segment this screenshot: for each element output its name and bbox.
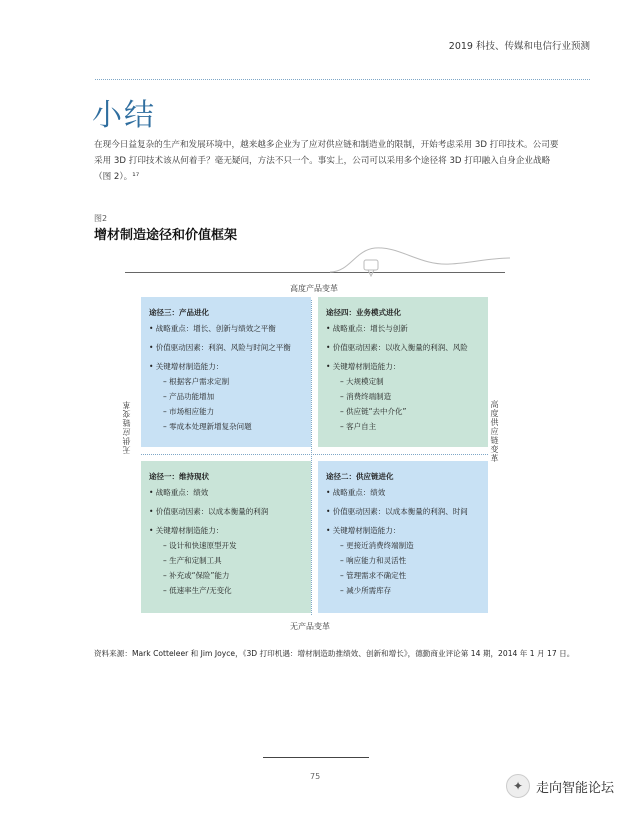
- quadrant-business-model-evolution: [318, 297, 488, 447]
- strategic-focus: • 战略重点：增长、创新与绩效之平衡: [149, 324, 276, 333]
- capability-label: • 关键增材制造能力：: [326, 526, 401, 535]
- capability-item: – 零成本处理新增复杂问题: [163, 422, 252, 431]
- capability-item: – 根据客户需求定制: [163, 377, 230, 386]
- capability-item: – 消费终端制造: [340, 392, 392, 401]
- axis-bottom-label: 无产品变革: [290, 622, 330, 631]
- capability-item: – 响应能力和灵活性: [340, 556, 407, 565]
- report-header-title: 2019 科技、传媒和电信行业预测: [448, 41, 590, 52]
- value-driver: • 价值驱动因素：以收入衡量的利润、风险: [326, 343, 468, 352]
- capability-item: – 产品功能增加: [163, 392, 215, 401]
- capability-item: – 供应链“去中介化”: [340, 407, 407, 416]
- decorative-curve-icon: [330, 236, 510, 286]
- capability-item: – 客户自主: [340, 422, 377, 431]
- figure-title: 增材制造途径和价值框架: [94, 228, 238, 243]
- footer-rule: [263, 757, 369, 758]
- capability-label: • 关键增材制造能力：: [149, 526, 224, 535]
- quadrant-horizontal-divider: [141, 454, 488, 455]
- capability-item: – 补充或“保险”能力: [163, 571, 230, 580]
- quadrant-supply-chain-evolution: [318, 461, 488, 613]
- header-divider: [95, 79, 590, 80]
- intro-paragraph: 在现今日益复杂的生产和发展环境中，越来越多企业为了应对供应链和制造业的限制，开始考虑采用 3D 打印技术。公司要采用 3D 打印技术该从何着手？毫无疑问，方法不只一个。事实上，公司可以采用多个途径将 3D 打印融入自身企业战略（图 2）。¹⁷: [94, 140, 559, 182]
- watermark: [506, 774, 614, 798]
- capability-item: – 减少所需库存: [340, 586, 392, 595]
- capability-label: • 关键增材制造能力：: [326, 362, 401, 371]
- value-driver: • 价值驱动因素：利润、风险与时间之平衡: [149, 343, 291, 352]
- axis-left-label: 无供应链变革: [122, 400, 131, 454]
- capability-item: – 管理需求不确定性: [340, 571, 407, 580]
- watermark-text: 走向智能论坛: [535, 780, 614, 796]
- axis-top-label: 高度产品变革: [290, 284, 338, 293]
- capability-item: – 低速率生产/无变化: [163, 586, 232, 595]
- capability-label: • 关键增材制造能力：: [149, 362, 224, 371]
- strategic-focus: • 战略重点：增长与创新: [326, 324, 408, 333]
- page-number: 75: [310, 772, 321, 781]
- wechat-icon: ✦: [506, 774, 530, 798]
- capability-item: – 生产和定制工具: [163, 556, 222, 565]
- quadrant-title: 途径一：维持现状: [149, 472, 209, 481]
- quadrant-vertical-divider: [311, 300, 312, 615]
- strategic-focus: • 战略重点：绩效: [149, 488, 209, 497]
- quadrant-title: 途径二：供应链进化: [326, 472, 394, 481]
- quadrant-product-evolution: [141, 297, 311, 447]
- value-driver: • 价值驱动因素：以成本衡量的利润、时间: [326, 507, 468, 516]
- axis-right-label: 高度供应链变革: [490, 400, 499, 463]
- figure-source-note: 资料来源：Mark Cotteleer 和 Jim Joyce，《3D 打印机遇：增材制造助推绩效、创新和增长》，德勤商业评论第 14 期，2014 年 1 月 17 日。: [94, 649, 575, 658]
- section-title: 小结: [92, 98, 156, 133]
- figure-label: 图2: [94, 214, 108, 223]
- quadrant-title: 途径四：业务模式进化: [326, 308, 401, 317]
- capability-item: – 更接近消费终端制造: [340, 541, 414, 550]
- strategic-focus: • 战略重点：绩效: [326, 488, 386, 497]
- value-driver: • 价值驱动因素：以成本衡量的利润: [149, 507, 269, 516]
- capability-item: – 设计和快速原型开发: [163, 541, 237, 550]
- quadrant-title: 途径三：产品进化: [149, 308, 209, 317]
- quadrant-status-quo: [141, 461, 311, 613]
- capability-item: – 市场相应能力: [163, 407, 215, 416]
- capability-item: – 大规模定制: [340, 377, 384, 386]
